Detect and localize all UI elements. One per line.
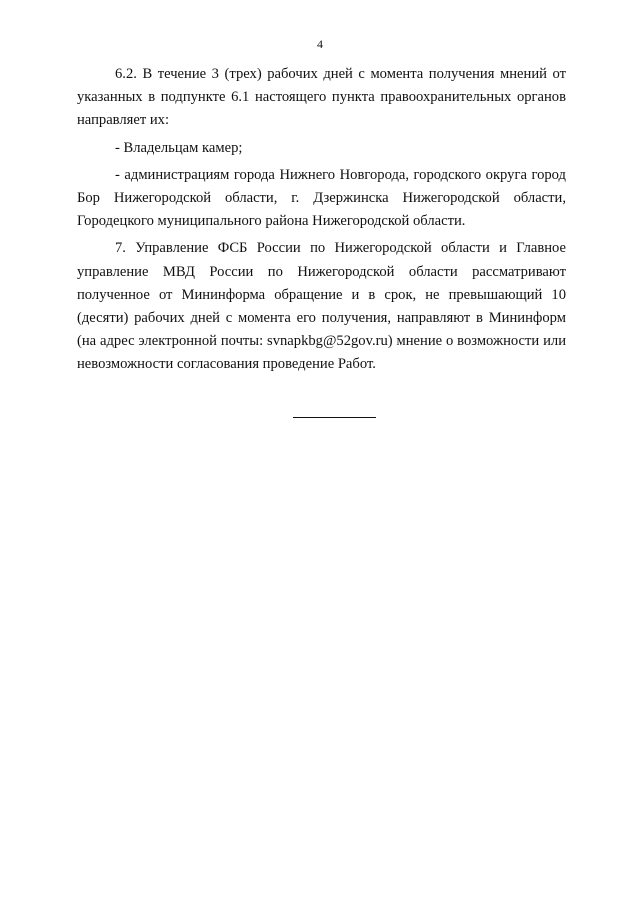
end-of-text-divider: [293, 417, 376, 418]
document-body: [77, 63, 566, 377]
list-item-administrations: - администрациям города Нижнего Новгорода, городского округа город Бор Нижегородской области, г. Дзержинска Нижегородской области, Городецкого муниципального района Нижегородской области.: [77, 166, 566, 230]
list-item-camera-owners: - Владельцам камер;: [115, 139, 243, 156]
paragraph-7: 7. Управление ФСБ России по Нижегородской области и Главное управление МВД России по Нижегородской области рассматривают полученное от Мининформа обращение и в срок, не превышающий 10 (десяти) рабочих дней с момента его получения, направляют в Мининформ (на адрес электронной почты: svnapkbg@52gov.ru) мнение о возможности или невозможности согласования проведение Работ.: [77, 240, 566, 373]
page-number: 4: [317, 37, 323, 51]
paragraph-6-2: 6.2. В течение 3 (трех) рабочих дней с момента получения мнений от указанных в подпункте 6.1 настоящего пункта правоохранительных органов направляет их:: [77, 66, 566, 129]
